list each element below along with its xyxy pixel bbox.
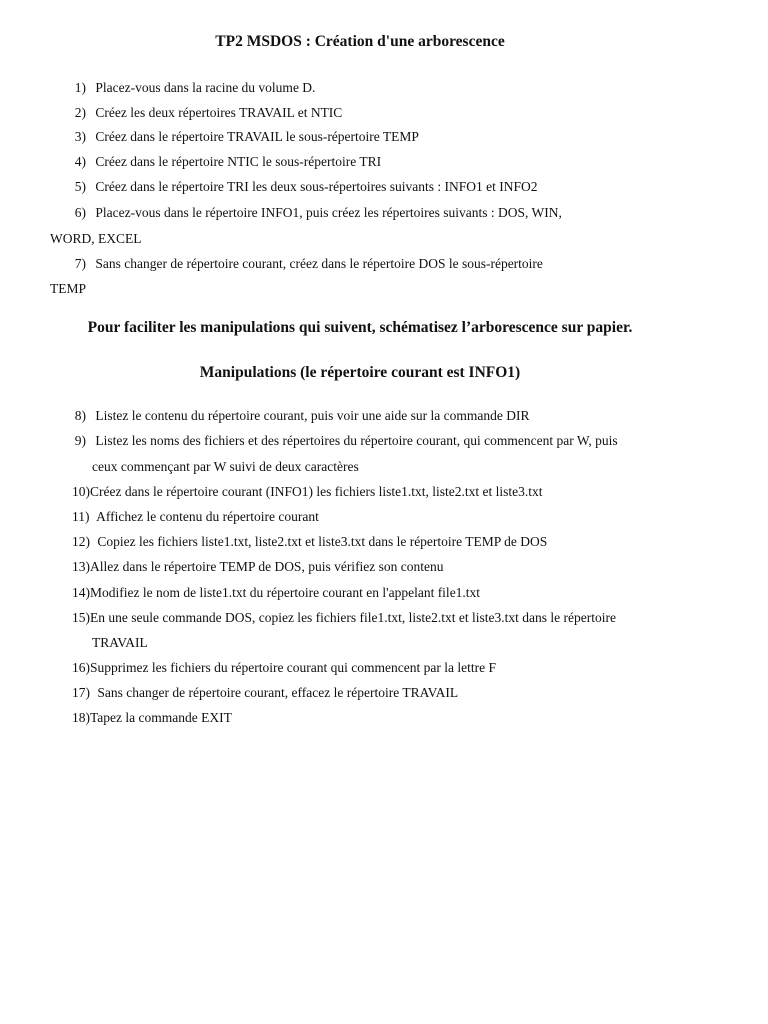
item-number: 8) (74, 408, 86, 423)
item-text: Créez les deux répertoires TRAVAIL et NTIC (95, 105, 343, 120)
item-number: 9) (74, 433, 86, 448)
item-number: 15) (72, 610, 90, 625)
list-item (72, 79, 315, 97)
item-text: Tapez la commande EXIT (90, 710, 232, 725)
list-item (72, 432, 618, 450)
item-text: Supprimez les fichiers du répertoire courant qui commencent par la lettre F (90, 660, 496, 675)
item-text: Listez les noms des fichiers et des répertoires du répertoire courant, qui commencent par W, puis (95, 433, 618, 448)
item-number: 3) (74, 129, 86, 144)
list-item (72, 153, 381, 171)
item-number: 14) (72, 585, 90, 600)
item-number: 12) (72, 534, 90, 549)
item-text: Affichez le contenu du répertoire courant (93, 509, 319, 524)
item-number: 16) (72, 660, 90, 675)
item-text: Listez le contenu du répertoire courant, puis voir une aide sur la commande DIR (95, 408, 530, 423)
item-text: Créez dans le répertoire courant (INFO1) les fichiers liste1.txt, liste2.txt et liste3.txt (90, 484, 543, 499)
item-continuation: ceux commençant par W suivi de deux caractères (92, 459, 359, 474)
item-text: Créez dans le répertoire TRI les deux sous-répertoires suivants : INFO1 et INFO2 (95, 179, 538, 194)
item-number: 18) (72, 710, 90, 725)
item-number: 10) (72, 484, 90, 499)
item-number: 17) (72, 685, 90, 700)
list-item (72, 609, 616, 627)
item-number: 2) (74, 105, 86, 120)
item-number: 1) (74, 80, 86, 95)
list-item (72, 407, 529, 425)
item-number: 13) (72, 559, 90, 574)
item-text: Placez-vous dans le répertoire INFO1, puis créez les répertoires suivants : DOS, WIN, (95, 205, 562, 220)
list-item (72, 204, 562, 222)
list-item (72, 178, 538, 196)
list-item (72, 128, 419, 146)
list-item (72, 659, 496, 677)
item-text: Copiez les fichiers liste1.txt, liste2.txt et liste3.txt dans le répertoire TEMP de DOS (94, 534, 548, 549)
item-continuation: WORD, EXCEL (50, 231, 142, 246)
item-text: En une seule commande DOS, copiez les fichiers file1.txt, liste2.txt et liste3.txt dans le répertoire (90, 610, 616, 625)
item-text: Sans changer de répertoire courant, créez dans le répertoire DOS le sous-répertoire (95, 256, 543, 271)
item-continuation: TEMP (50, 281, 87, 296)
list-item (72, 684, 458, 702)
list-item (72, 104, 342, 122)
list-item (72, 483, 543, 501)
item-number: 11) (72, 509, 90, 524)
item-text: Modifiez le nom de liste1.txt du répertoire courant en l'appelant file1.txt (90, 585, 481, 600)
item-text: Placez-vous dans la racine du volume D. (95, 80, 316, 95)
list-item (72, 508, 319, 526)
item-number: 4) (74, 154, 86, 169)
item-text: Créez dans le répertoire NTIC le sous-répertoire TRI (95, 154, 382, 169)
item-continuation: TRAVAIL (92, 635, 148, 650)
list-item (72, 558, 444, 576)
item-text: Allez dans le répertoire TEMP de DOS, puis vérifiez son contenu (90, 559, 444, 574)
list-item (72, 709, 232, 727)
item-number: 7) (74, 256, 86, 271)
page-title: TP2 MSDOS : Création d'une arborescence (215, 33, 505, 50)
note-text: Pour faciliter les manipulations qui suivent, schématisez l’arborescence sur papier. (87, 319, 633, 336)
list-item (72, 584, 480, 602)
item-number: 5) (74, 179, 86, 194)
item-text: Créez dans le répertoire TRAVAIL le sous-répertoire TEMP (95, 129, 419, 144)
list-item (72, 533, 547, 551)
list-item (72, 255, 543, 273)
section-title: Manipulations (le répertoire courant est INFO1) (199, 364, 521, 381)
item-text: Sans changer de répertoire courant, effacez le répertoire TRAVAIL (94, 685, 459, 700)
item-number: 6) (74, 205, 86, 220)
